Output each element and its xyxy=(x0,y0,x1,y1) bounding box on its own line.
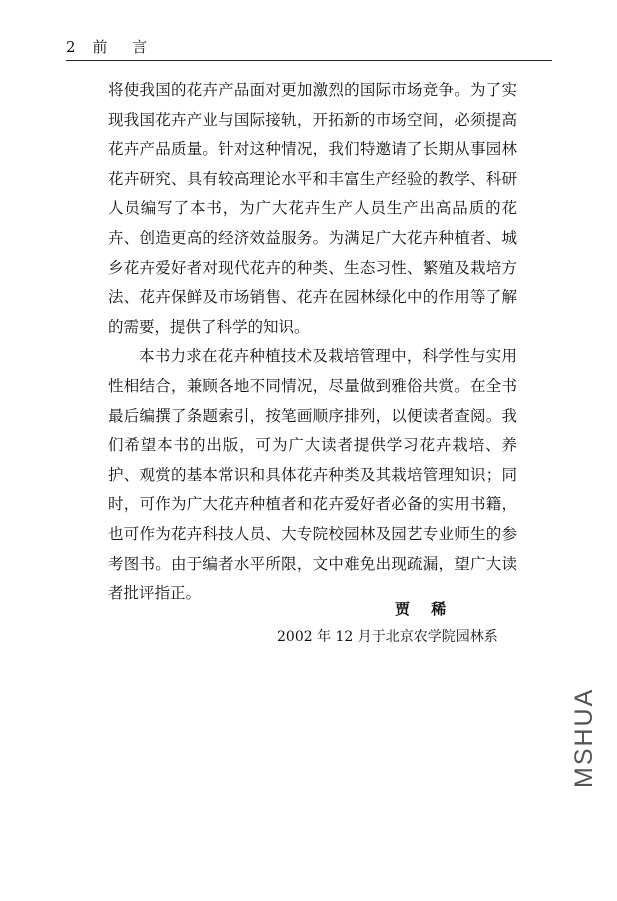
body-text xyxy=(108,76,517,609)
page-number: 2 xyxy=(66,38,77,56)
header-title-char-2: 言 xyxy=(132,38,149,56)
paragraph-continuation: 将使我国的花卉产品面对更加激烈的国际市场竞争。为了实现我国花卉产业与国际接轨，开拓新的市场空间，必须提高花卉产品质量。针对这种情况，我们特邀请了长期从事园林花卉研究、具有较高理论水平和丰富生产经验的教学、科研人员编写了本书，为广大花卉生产人员生产出高品质的花卉、创造更高的经济效益服务。为满足广大花卉种植者、城乡花卉爱好者对现代花卉的种类、生态习性、繁殖及栽培方法、花卉保鲜及市场销售、花卉在园林绿化中的作用等了解的需要，提供了科学的知识。 xyxy=(108,81,517,336)
dateline: 2002 年 12 月于北京农学院园林系 xyxy=(277,629,498,645)
paragraph-book-purpose: 本书力求在花卉种植技术及栽培管理中，科学性与实用性相结合，兼顾各地不同情况，尽量做到雅俗共赏。在全书最后编撰了条题索引，按笔画顺序排列，以便读者查阅。我们希望本书的出版，可为广大读者提供学习花卉栽培、养护、观赏的基本常识和具体花卉种类及其栽培管理知识；同时，可作为广大花卉种植者和花卉爱好者必备的实用书籍，也可作为花卉科技人员、大专院校园林及园艺专业师生的参考图书。由于编者水平所限，文中难免出现疏漏，望广大读者批评指正。 xyxy=(108,347,517,603)
watermark: MSHUA xyxy=(570,687,598,788)
header-title-char-1: 前 xyxy=(92,38,109,56)
author-signature: 贾 稀 xyxy=(395,600,455,618)
header-rule xyxy=(66,60,552,61)
running-header xyxy=(66,36,166,57)
